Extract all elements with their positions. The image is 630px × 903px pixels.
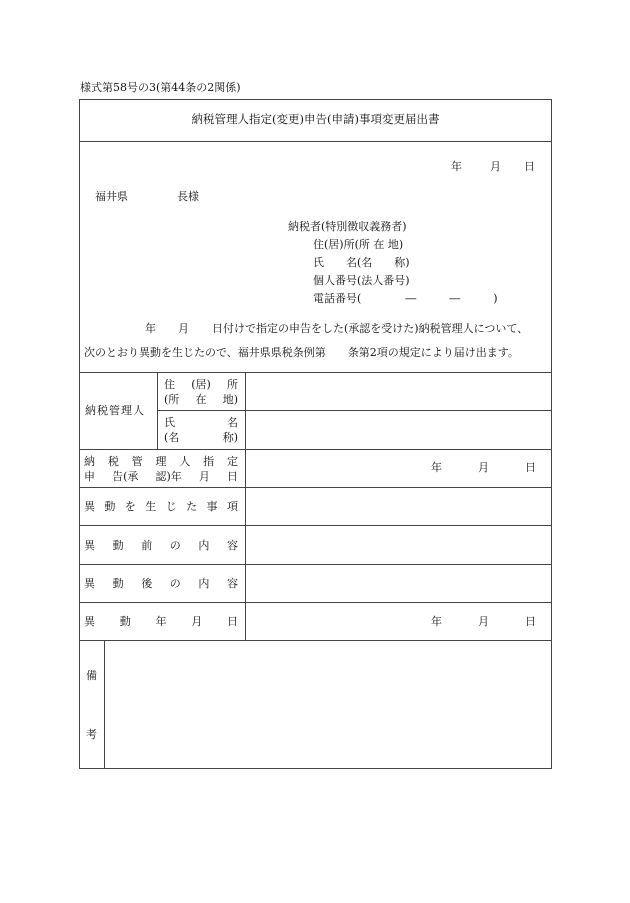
designation-label-line2 — [84, 471, 238, 482]
body-year: 年 — [145, 322, 156, 335]
change-date-month: 月 — [478, 615, 489, 628]
divider-agent-mid — [157, 410, 552, 411]
designation-label-part: 税 — [107, 455, 119, 468]
change-item-label-char: 動 — [104, 500, 116, 513]
designation-label-part: 人 — [179, 455, 191, 468]
change-date-label-char: 日 — [227, 615, 238, 628]
body-line1: 日付けで指定の申告をした(承認を受けた)納税管理人について、 — [212, 322, 529, 335]
remarks-label-bottom: 考 — [86, 728, 97, 741]
change-item-label-char: を — [124, 500, 136, 513]
vline-remarks — [104, 640, 105, 769]
taxpayer-address-label: 住(居)所(所 在 地) — [313, 238, 404, 251]
divider-designation — [79, 487, 552, 488]
divider-title — [79, 141, 552, 142]
designation-label-part: 納 — [84, 455, 95, 468]
change-date-day: 日 — [525, 615, 536, 628]
after-label-char: の — [169, 577, 181, 590]
divider-change-item — [79, 525, 552, 526]
designation-label-part: 定 — [226, 455, 238, 468]
divider-change-date — [79, 640, 552, 641]
designation-label-part: 申 — [84, 470, 95, 483]
vline-agent — [157, 372, 158, 449]
designation-label-part: 月 — [198, 470, 210, 483]
address-label-part: (所 — [164, 393, 180, 406]
after-label-char: 動 — [112, 577, 124, 590]
divider-intro — [79, 372, 552, 373]
body-line2: 次のとおり異動を生じたので、福井県県税条例第 条第2項の規定により届け出ます。 — [84, 346, 519, 359]
change-date-label — [84, 616, 238, 627]
taxpayer-heading: 納税者(特別徴収義務者) — [288, 220, 407, 233]
agent-label: 納税管理人 — [85, 404, 145, 417]
designation-label-part: 指 — [203, 455, 215, 468]
date-day: 日 — [524, 160, 535, 173]
change-item-label-char: じ — [165, 500, 177, 513]
address-label-part: 住 — [164, 378, 175, 391]
designation-label-line1 — [84, 456, 238, 467]
change-date-label-char: 年 — [155, 615, 167, 628]
change-date-label-char: 月 — [191, 615, 203, 628]
change-item-label-char: 項 — [226, 500, 238, 513]
before-label-char: 異 — [84, 539, 95, 552]
change-date-year: 年 — [431, 615, 442, 628]
change-item-label-char: た — [186, 500, 198, 513]
remarks-label-top: 備 — [86, 669, 97, 682]
before-label-char: 容 — [226, 539, 238, 552]
before-label-char: 前 — [141, 539, 153, 552]
name-label-part: 氏 — [164, 416, 175, 429]
after-label-char: 容 — [226, 577, 238, 590]
change-date-label-char: 動 — [119, 615, 131, 628]
change-item-label-char: 生 — [145, 500, 157, 513]
address-label-line2 — [164, 394, 238, 405]
vline-labels — [245, 372, 246, 640]
designation-label-part: 告(承 — [112, 470, 139, 483]
addressee-prefecture: 福井県 — [95, 190, 128, 203]
divider-before — [79, 564, 552, 565]
designation-date-month: 月 — [478, 461, 489, 474]
change-item-label — [84, 501, 238, 512]
address-label-part: 地) — [222, 393, 238, 406]
form-frame — [79, 99, 552, 769]
form-number: 様式第58号の3(第44条の2関係) — [80, 81, 241, 94]
before-label-char: 動 — [112, 539, 124, 552]
date-month: 月 — [490, 160, 501, 173]
designation-date-day: 日 — [525, 461, 536, 474]
name-label-line2 — [164, 432, 238, 443]
before-label — [84, 540, 238, 551]
designation-label-part: 管 — [131, 455, 143, 468]
divider-after — [79, 602, 552, 603]
before-label-char: 内 — [198, 539, 210, 552]
taxpayer-number-label: 個人番号(法人番号) — [313, 274, 410, 287]
after-label-char: 異 — [84, 577, 95, 590]
designation-label-part: 日 — [226, 470, 238, 483]
date-year: 年 — [451, 160, 462, 173]
before-label-char: の — [169, 539, 181, 552]
taxpayer-name-label: 氏 名(名 称) — [313, 256, 410, 269]
after-label-char: 内 — [198, 577, 210, 590]
change-date-label-char: 異 — [84, 615, 95, 628]
address-label-part: (居) — [191, 378, 211, 391]
body-month: 月 — [178, 322, 189, 335]
address-label-line1 — [164, 379, 238, 390]
name-label-part: 名 — [227, 416, 238, 429]
name-label-part: 称) — [222, 431, 238, 444]
divider-agent — [79, 449, 552, 450]
after-label — [84, 578, 238, 589]
address-label-part: 所 — [227, 378, 238, 391]
name-label-line1 — [164, 417, 238, 428]
taxpayer-phone-label: 電話番号( ― ― ) — [313, 292, 498, 305]
addressee-chief: 長様 — [177, 190, 199, 203]
designation-label-part: 理 — [155, 455, 167, 468]
designation-date-year: 年 — [431, 461, 442, 474]
after-label-char: 後 — [141, 577, 153, 590]
form-title: 納税管理人指定(変更)申告(申請)事項変更届出書 — [191, 112, 440, 126]
designation-label-part: 認)年 — [155, 470, 182, 483]
address-label-part: 在 — [195, 393, 207, 406]
change-item-label-char: 事 — [206, 500, 218, 513]
change-item-label-char: 異 — [84, 500, 95, 513]
name-label-part: (名 — [164, 431, 180, 444]
